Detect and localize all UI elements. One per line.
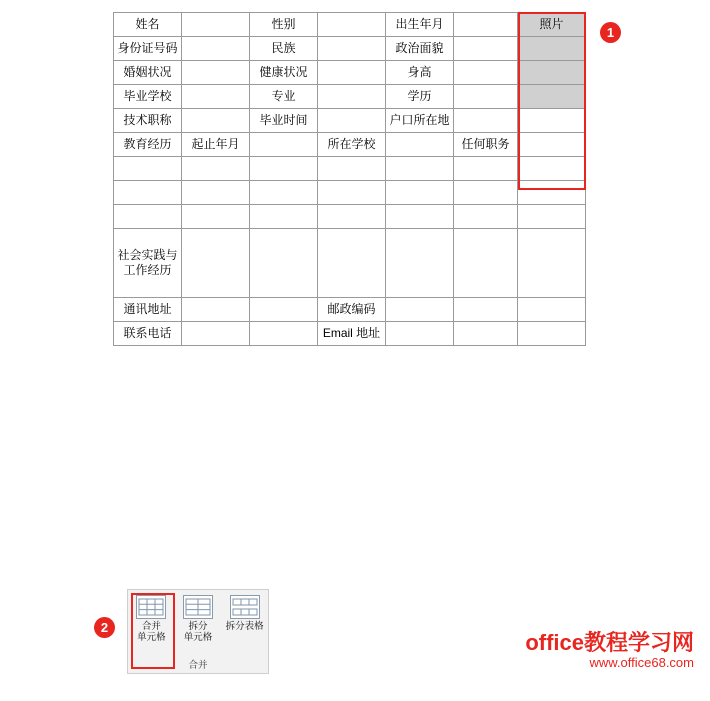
- cell-name-label[interactable]: 姓名: [114, 13, 182, 37]
- callout-badge-2: 2: [94, 617, 115, 638]
- merge-cells-icon: [136, 595, 166, 619]
- table-row[interactable]: [114, 133, 586, 157]
- table-row[interactable]: [114, 85, 586, 109]
- cell-ethnicity-label[interactable]: 民族: [250, 37, 318, 61]
- cell-gender-label[interactable]: 性别: [250, 13, 318, 37]
- cell-postcode-value[interactable]: [386, 298, 454, 322]
- cell-political-value[interactable]: [454, 37, 518, 61]
- cell-photo-area-4[interactable]: [518, 85, 586, 109]
- cell-edu-row2-c2[interactable]: [182, 157, 250, 181]
- cell-edu-row4-c5[interactable]: [386, 205, 454, 229]
- cell-degree-label[interactable]: 学历: [386, 85, 454, 109]
- ribbon-items: [128, 590, 268, 655]
- cell-health-value[interactable]: [318, 61, 386, 85]
- split-cells-icon: [183, 595, 213, 619]
- cell-experience-c5[interactable]: [386, 229, 454, 298]
- cell-major-label[interactable]: 专业: [250, 85, 318, 109]
- cell-phone-value2[interactable]: [250, 322, 318, 346]
- table-row[interactable]: [114, 205, 586, 229]
- cell-residence-value[interactable]: [454, 109, 518, 133]
- cell-school-value[interactable]: [182, 85, 250, 109]
- cell-period-value[interactable]: [250, 133, 318, 157]
- split-cells-button[interactable]: [176, 595, 220, 643]
- cell-edu-row3-c3[interactable]: [250, 181, 318, 205]
- cell-graduation-label[interactable]: 毕业时间: [250, 109, 318, 133]
- cell-marital-value[interactable]: [182, 61, 250, 85]
- cell-idcard-label[interactable]: 身份证号码: [114, 37, 182, 61]
- table-row[interactable]: [114, 61, 586, 85]
- cell-experience-c3[interactable]: [250, 229, 318, 298]
- table-row[interactable]: [114, 109, 586, 133]
- cell-photo-area-3[interactable]: [518, 61, 586, 85]
- cell-position-label[interactable]: 任何职务: [454, 133, 518, 157]
- split-cells-label-line2: 单元格: [183, 632, 213, 643]
- table-row[interactable]: [114, 229, 586, 298]
- cell-postcode-value3[interactable]: [518, 298, 586, 322]
- cell-edu-row2-c5[interactable]: [386, 157, 454, 181]
- cell-health-label[interactable]: 健康状况: [250, 61, 318, 85]
- cell-height-label[interactable]: 身高: [386, 61, 454, 85]
- cell-address-label[interactable]: 通讯地址: [114, 298, 182, 322]
- split-table-glyph: [231, 596, 259, 618]
- resume-table-container: [113, 12, 585, 346]
- cell-experience-c2[interactable]: [182, 229, 250, 298]
- cell-school-label[interactable]: 毕业学校: [114, 85, 182, 109]
- cell-birth-label[interactable]: 出生年月: [386, 13, 454, 37]
- cell-edu-row4-c7[interactable]: [518, 205, 586, 229]
- cell-period-label[interactable]: 起止年月: [182, 133, 250, 157]
- cell-postcode-label[interactable]: 邮政编码: [318, 298, 386, 322]
- cell-experience-c6[interactable]: [454, 229, 518, 298]
- merge-cells-glyph: [137, 596, 165, 618]
- cell-edu-row4-c2[interactable]: [182, 205, 250, 229]
- table-row[interactable]: [114, 298, 586, 322]
- cell-graduation-value[interactable]: [318, 109, 386, 133]
- table-row[interactable]: [114, 157, 586, 181]
- cell-email-value3[interactable]: [518, 322, 586, 346]
- split-cells-glyph: [184, 596, 212, 618]
- cell-position-value[interactable]: [518, 133, 586, 157]
- cell-experience-label[interactable]: 社会实践与工作经历: [114, 229, 182, 298]
- table-row[interactable]: [114, 322, 586, 346]
- split-cells-label-line1: 拆分: [188, 621, 208, 632]
- cell-eduschool-label[interactable]: 所在学校: [318, 133, 386, 157]
- merge-ribbon-group: [127, 589, 269, 674]
- ribbon-group-label: 合并: [188, 660, 208, 671]
- cell-edu-row2-c7[interactable]: [518, 157, 586, 181]
- cell-title-value[interactable]: [182, 109, 250, 133]
- merge-cells-label-line2: 单元格: [137, 632, 166, 643]
- cell-gender-value[interactable]: [318, 13, 386, 37]
- cell-edu-row3-c6[interactable]: [454, 181, 518, 205]
- resume-table[interactable]: [113, 12, 586, 346]
- split-table-label-line1: 拆分表格: [225, 621, 264, 632]
- cell-email-label[interactable]: Email 地址: [318, 322, 386, 346]
- cell-major-value[interactable]: [318, 85, 386, 109]
- cell-idcard-value[interactable]: [182, 37, 250, 61]
- cell-edu-row4-c4[interactable]: [318, 205, 386, 229]
- cell-photo-label[interactable]: 照片: [518, 13, 586, 37]
- cell-edu-row3-c2[interactable]: [182, 181, 250, 205]
- cell-education-label[interactable]: 教育经历: [114, 133, 182, 157]
- cell-title-label[interactable]: 技术职称: [114, 109, 182, 133]
- cell-address-value[interactable]: [182, 298, 250, 322]
- resume-table-body: [114, 13, 586, 346]
- cell-political-label[interactable]: 政治面貌: [386, 37, 454, 61]
- cell-edu-row3-c1[interactable]: [114, 181, 182, 205]
- cell-phone-label[interactable]: 联系电话: [114, 322, 182, 346]
- callout-badge-1: 1: [600, 22, 621, 43]
- cell-edu-row4-c6[interactable]: [454, 205, 518, 229]
- cell-phone-value[interactable]: [182, 322, 250, 346]
- cell-address-value2[interactable]: [250, 298, 318, 322]
- cell-edu-row3-c5[interactable]: [386, 181, 454, 205]
- cell-experience-c4[interactable]: [318, 229, 386, 298]
- cell-photo-area-2[interactable]: [518, 37, 586, 61]
- cell-edu-row3-c4[interactable]: [318, 181, 386, 205]
- cell-marital-label[interactable]: 婚姻状况: [114, 61, 182, 85]
- merge-cells-button[interactable]: [129, 595, 173, 643]
- cell-email-value2[interactable]: [454, 322, 518, 346]
- watermark-title: office教程学习网: [525, 630, 694, 655]
- cell-residence-label[interactable]: 户口所在地: [386, 109, 454, 133]
- cell-birth-value[interactable]: [454, 13, 518, 37]
- merge-cells-label-line1: 合并: [141, 621, 161, 632]
- cell-edu-row4-c3[interactable]: [250, 205, 318, 229]
- cell-edu-row2-c6[interactable]: [454, 157, 518, 181]
- cell-experience-c7[interactable]: [518, 229, 586, 298]
- cell-postcode-value2[interactable]: [454, 298, 518, 322]
- cell-eduschool-value[interactable]: [386, 133, 454, 157]
- cell-edu-row2-c3[interactable]: [250, 157, 318, 181]
- cell-edu-row4-c1[interactable]: [114, 205, 182, 229]
- cell-ethnicity-value[interactable]: [318, 37, 386, 61]
- cell-height-value[interactable]: [454, 61, 518, 85]
- table-row[interactable]: [114, 13, 586, 37]
- cell-name-value[interactable]: [182, 13, 250, 37]
- split-table-icon: [230, 595, 260, 619]
- table-row[interactable]: [114, 37, 586, 61]
- cell-edu-row2-c4[interactable]: [318, 157, 386, 181]
- cell-edu-row3-c7[interactable]: [518, 181, 586, 205]
- watermark-url: www.office68.com: [589, 655, 694, 670]
- cell-degree-value[interactable]: [454, 85, 518, 109]
- cell-photo-below[interactable]: [518, 109, 586, 133]
- table-row[interactable]: [114, 181, 586, 205]
- cell-email-value[interactable]: [386, 322, 454, 346]
- cell-edu-row2-c1[interactable]: [114, 157, 182, 181]
- split-table-button[interactable]: [223, 595, 267, 632]
